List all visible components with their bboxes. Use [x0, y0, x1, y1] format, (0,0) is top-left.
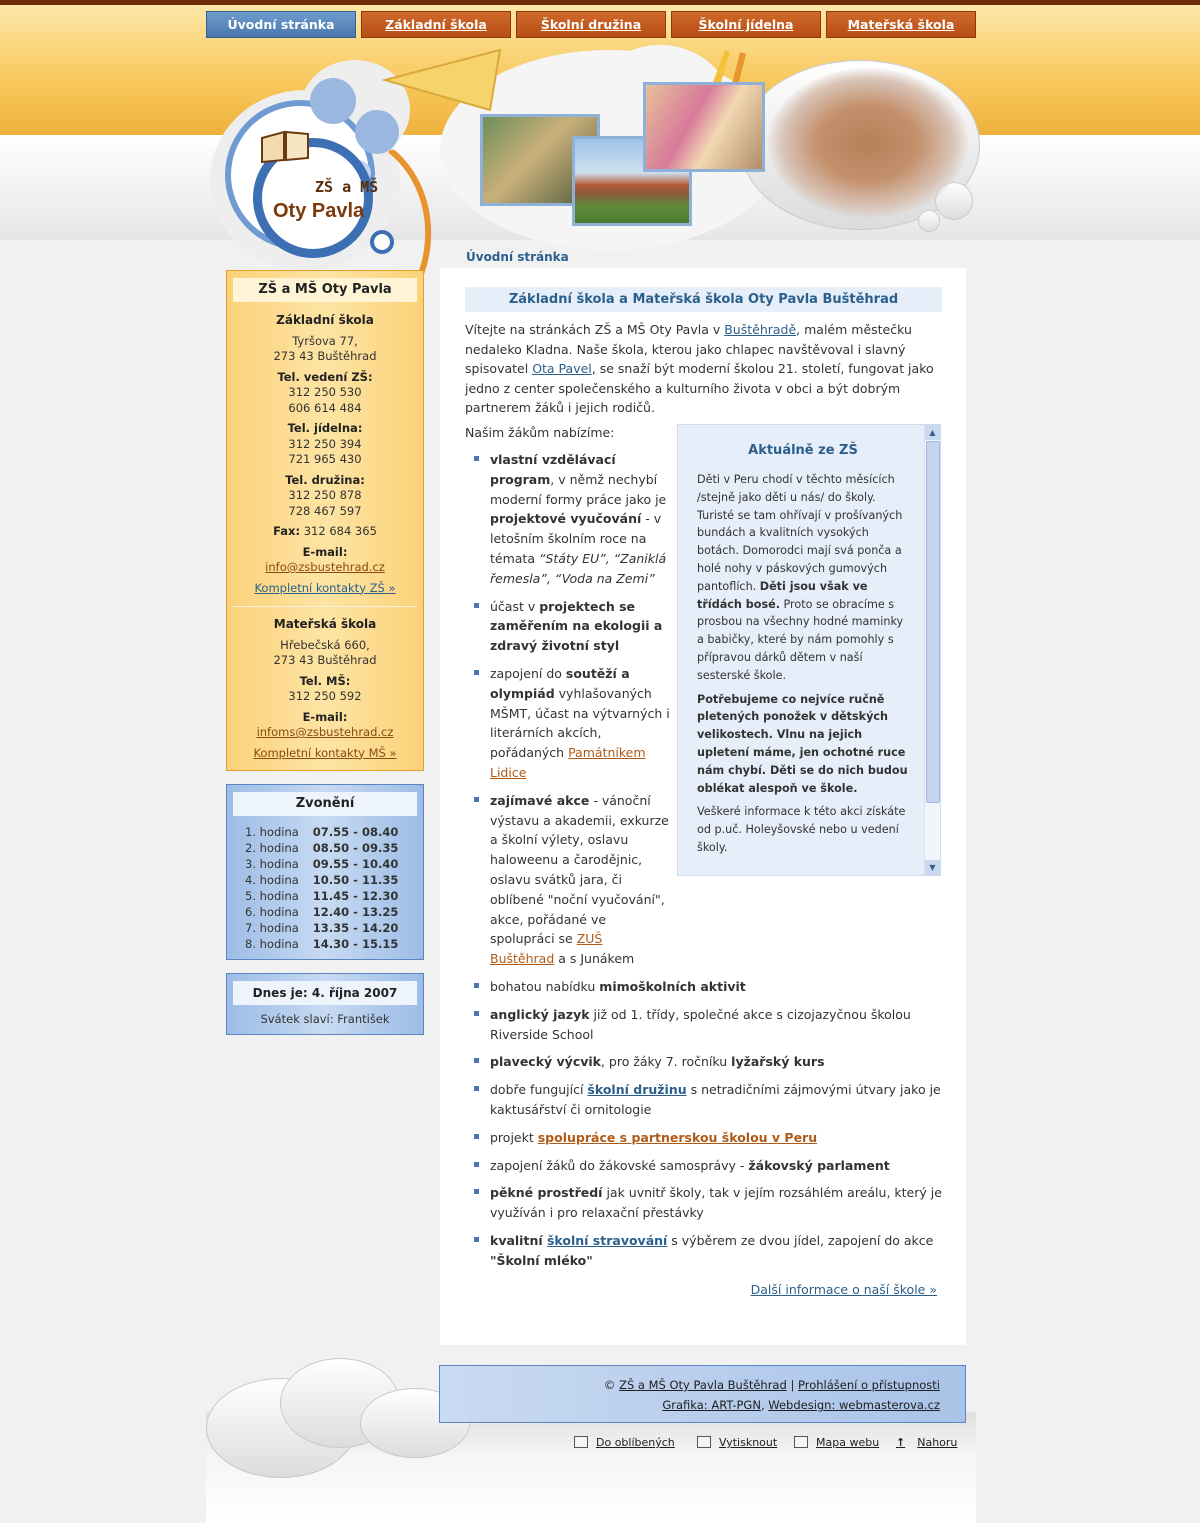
lesson-label: 1. hodina	[245, 825, 299, 839]
lesson-label: 8. hodina	[245, 937, 299, 951]
zs-address-line2: 273 43 Buštěhrad	[273, 349, 377, 363]
table-row	[245, 872, 398, 888]
news-paragraph: Veškeré informace k této akci získáte od p.uč. Holeyšovské nebo u vedení školy.	[697, 805, 906, 854]
back-to-top-link[interactable]: ↑ Nahoru	[896, 1436, 958, 1449]
children-drawing-photo	[643, 82, 765, 172]
scroll-thumb[interactable]	[926, 441, 940, 803]
zs-email-link[interactable]: info@zsbustehrad.cz	[265, 560, 385, 574]
footer-line1: © ZŠ a MŠ Oty Pavla Buštěhrad | Prohlášení o přístupnosti	[603, 1378, 940, 1392]
printer-icon	[697, 1436, 711, 1448]
sitemap-link[interactable]: Mapa webu	[794, 1436, 879, 1449]
tel-vedeni-number: 312 250 530	[288, 385, 362, 399]
graphics-credit-link[interactable]: Grafika: ART-PGN	[662, 1398, 761, 1412]
zs-address-line1: Tyršova 77,	[292, 333, 358, 348]
contact-separator	[233, 606, 417, 607]
tel-ms-number: 312 250 592	[288, 689, 362, 703]
ms-email-label: E-mail:	[302, 709, 348, 724]
list-item: kvalitní školní stravování s výběrem ze dvou jídel, zapojení do akce "Školní mléko"	[465, 1231, 945, 1271]
intro-paragraph: Vítejte na stránkách ZŠ a MŠ Oty Pavla v Buštěhradě, malém městečku nedaleko Kladna. Naše škola, kterou jako chlapec navštěvoval i slavný spisovatel Ota Pavel, se snaží být moderní školou 21. století, fungovat jako jedno z center společenského a kulturního života v obci a být dobrým partnerem žáků i jejich rodičů.	[465, 322, 934, 415]
tel-jidelna-number: 312 250 394	[288, 436, 362, 451]
nameday: Svátek slaví: František	[260, 1012, 390, 1026]
logo-text-zs-ms: ZŠ a MŠ	[315, 178, 379, 196]
tel-jidelna-mobile: 721 965 430	[288, 452, 362, 466]
zs-heading: Základní škola	[276, 313, 374, 327]
list-item: zapojení žáků do žákovské samosprávy - žákovský parlament	[465, 1156, 945, 1176]
contact-box-title: ZŠ a MŠ Oty Pavla	[233, 278, 417, 302]
page-title: Základní škola a Mateřská škola Oty Pavla Buštěhrad	[465, 287, 942, 312]
webdesign-credit-link[interactable]: Webdesign: webmasterova.cz	[768, 1398, 940, 1412]
lesson-time: 10.50 - 11.35	[312, 873, 399, 887]
bookmark-icon	[574, 1436, 588, 1448]
lesson-time: 07.55 - 08.40	[312, 825, 399, 839]
nav-skolni-druzina[interactable]: Školní družina	[516, 11, 666, 38]
zus-bustehrad-link[interactable]: ZUŠ Buštěhrad	[490, 931, 603, 967]
lesson-label: 6. hodina	[245, 905, 299, 919]
table-row	[245, 824, 398, 840]
bell-schedule-table	[245, 824, 398, 952]
news-scrollbar[interactable]	[924, 425, 940, 875]
contact-box	[226, 270, 424, 771]
fax-row	[227, 524, 423, 540]
footer-box	[439, 1365, 966, 1423]
nav-skolni-jidelna[interactable]: Školní jídelna	[671, 11, 821, 38]
news-box	[677, 424, 941, 876]
date-box	[226, 973, 424, 1035]
ms-email-link[interactable]: infoms@zsbustehrad.cz	[256, 725, 394, 739]
footer-line2: Grafika: ART-PGN, Webdesign: webmasterova.cz	[662, 1398, 940, 1412]
ms-address-line1: Hřebečská 660,	[280, 637, 370, 652]
bell-schedule-box	[226, 784, 424, 960]
list-item: zajímavé akce - vánoční výstavu a akademii, exkurze a školní výlety, oslavu haloweenu a čarodějnic, oslavu svátků jara, či oblíbené "noční vyučování", akce, pořádané ve spolupráci se ZUŠ Buštěhrad a s Junákem	[465, 791, 670, 969]
lesson-label: 5. hodina	[245, 889, 299, 903]
list-item: plavecký výcvik, pro žáky 7. ročníku lyžařský kurs	[465, 1052, 945, 1072]
lesson-label: 2. hodina	[245, 841, 299, 855]
tel-druzina-number: 312 250 878	[288, 488, 362, 502]
zs-full-contacts-link[interactable]: Kompletní kontakty ZŠ »	[254, 580, 396, 595]
ms-heading: Mateřská škola	[273, 617, 377, 631]
main-content	[440, 268, 966, 1345]
accessibility-link[interactable]: Prohlášení o přístupnosti	[797, 1378, 940, 1392]
tel-ms-label: Tel. MŠ:	[299, 673, 351, 688]
news-paragraph: Potřebujeme co nejvíce ručně pletených ponožek v dětských velikostech. Vlnu na jejich upletení máme, jen ochotné ruce nám chybí. Děti se do nich budou oblékat alespoň ve škole.	[697, 692, 908, 795]
tel-druzina-mobile: 728 467 597	[288, 503, 362, 518]
list-item: zapojení do soutěží a olympiád vyhlašovaných MŠMT, účast na výtvarných i literárních akcích, pořádaných Památníkem Lidice	[465, 664, 670, 783]
logo-text-oty-pavla: Oty Pavla	[273, 200, 365, 222]
tel-vedeni-mobile: 606 614 484	[288, 400, 362, 415]
tel-jidelna-label: Tel. jídelna:	[287, 421, 363, 435]
school-building-photo	[768, 68, 968, 218]
logo-bubble	[355, 110, 399, 154]
lesson-label: 7. hodina	[245, 921, 299, 935]
list-item: účast v projektech se zaměřením na ekologii a zdravý životní styl	[465, 597, 670, 656]
table-row	[245, 936, 398, 952]
news-title: Aktuálně ze ZŠ	[748, 443, 858, 458]
nav-uvodni-stranka[interactable]: Úvodní stránka	[206, 11, 356, 38]
news-body	[697, 471, 909, 863]
ms-full-contacts-link[interactable]: Kompletní kontakty MŠ »	[253, 745, 397, 760]
lesson-label: 3. hodina	[245, 857, 299, 871]
table-row	[245, 920, 398, 936]
tel-druzina-label: Tel. družina:	[285, 472, 365, 487]
pamatnik-lidice-link[interactable]: Památníkem Lidice	[490, 745, 646, 780]
table-row	[245, 888, 398, 904]
print-link[interactable]: Vytisknout	[697, 1436, 777, 1449]
lesson-time: 14.30 - 15.15	[312, 937, 399, 951]
tel-vedeni-label: Tel. vedení ZŠ:	[277, 369, 373, 384]
lesson-time: 11.45 - 12.30	[312, 889, 399, 903]
list-item: pěkné prostředí jak uvnitř školy, tak v jejím rozsáhlém areálu, který je využíván i pro relaxační přestávky	[465, 1183, 945, 1223]
scroll-up-icon[interactable]: ▲	[925, 425, 940, 440]
book-icon	[260, 128, 310, 164]
list-item: anglický jazyk již od 1. třídy, společné akce s cizojazyčnou školou Riverside School	[465, 1005, 945, 1045]
breadcrumb: Úvodní stránka	[466, 250, 569, 264]
bell-schedule-title: Zvonění	[233, 792, 417, 816]
lesson-time: 08.50 - 09.35	[312, 841, 399, 855]
lesson-time: 12.40 - 13.25	[312, 905, 399, 919]
list-item: projekt spolupráce s partnerskou školou v Peru	[465, 1128, 945, 1148]
zs-email-label: E-mail:	[302, 544, 348, 559]
table-row	[245, 856, 398, 872]
sitemap-icon	[794, 1436, 808, 1448]
ms-address-line2: 273 43 Buštěhrad	[273, 653, 377, 667]
nav-materska-skola[interactable]: Mateřská škola	[826, 11, 976, 38]
more-info-link[interactable]: Další informace o naší škole »	[750, 1282, 937, 1297]
table-row	[245, 840, 398, 856]
list-item: dobře fungující školní družinu s netradičními zájmovými útvary jako je kaktusářství či ornitologie	[465, 1080, 945, 1120]
ota-pavel-link[interactable]: Ota Pavel	[532, 361, 592, 376]
copyright-link[interactable]: ZŠ a MŠ Oty Pavla Buštěhrad	[619, 1378, 787, 1392]
today-date: Dnes je: 4. října 2007	[233, 981, 417, 1005]
offer-label: Našim žákům nabízíme:	[465, 425, 615, 440]
header-cloud	[918, 210, 940, 232]
lesson-time: 13.35 - 14.20	[312, 921, 399, 935]
logo-bubble	[310, 78, 356, 124]
fax-number: 312 684 365	[303, 524, 377, 538]
lesson-label: 4. hodina	[245, 873, 299, 887]
skolni-stravovani-link[interactable]: školní stravování	[546, 1232, 668, 1248]
lesson-time: 09.55 - 10.40	[312, 857, 399, 871]
news-paragraph: Děti v Peru chodí v těchto měsících /stejně jako děti u nás/ do školy. Turisté se tam ohřívají v prošívaných bundách a kvalitních vysokých botách. Domorodci mají svá ponča a holé nohy v páskových gumových pantoflích. Děti jsou však ve třídách bosé. Proto se obracíme s prosbou na všechny hodné maminky a babičky, které by nám pomohly s přípravou dárků dětem v naší sesterské škole.	[697, 473, 904, 682]
table-row	[245, 904, 398, 920]
bustehrad-link[interactable]: Buštěhradě	[724, 322, 797, 337]
nav-zakladni-skola[interactable]: Základní škola	[361, 11, 511, 38]
fax-label: Fax:	[273, 524, 301, 538]
skolni-druzina-link[interactable]: školní družinu	[587, 1082, 687, 1098]
arrow-up-icon: ↑	[896, 1436, 906, 1449]
list-item: bohatou nabídku mimoškolních aktivit	[465, 977, 945, 997]
add-favorites-link[interactable]: Do oblíbených	[574, 1436, 675, 1449]
scroll-down-icon[interactable]: ▼	[925, 860, 940, 875]
list-item: vlastní vzdělávací program, v němž nechybí moderní formy práce jako je projektové vyučování - v letošním školním roce na témata “Státy EU”, “Zaniklá řemesla”, “Voda na Zemi”	[465, 450, 670, 589]
peru-partnership-link[interactable]: spolupráce s partnerskou školou v Peru	[537, 1129, 818, 1145]
